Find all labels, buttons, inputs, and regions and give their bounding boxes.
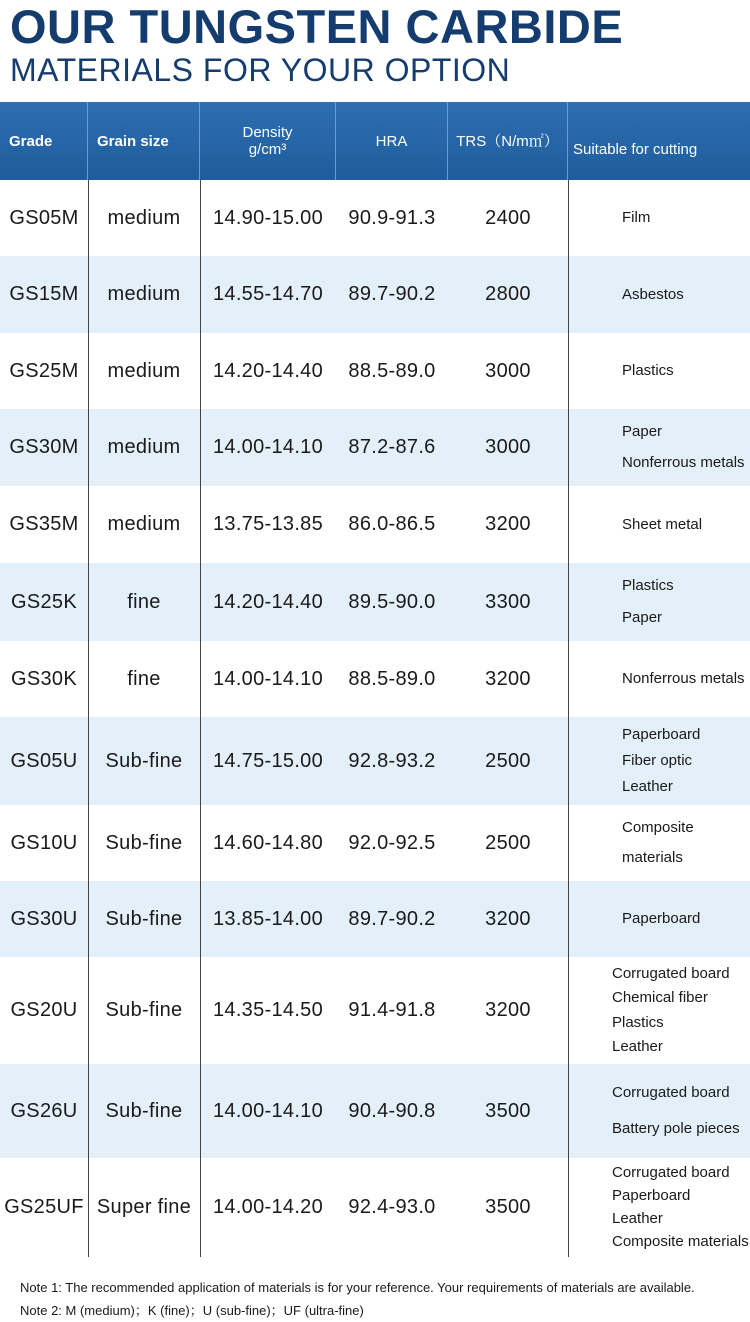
cell-trs: 2400 [485, 206, 531, 229]
column-divider [200, 180, 201, 1257]
suitable-item: Composite [622, 818, 694, 836]
suitable-item: Corrugated board [612, 1083, 730, 1101]
suitable-item: Plastics [622, 362, 674, 379]
header-trs: TRS（N/m㎡） [448, 102, 568, 180]
cell-suitable [622, 805, 748, 881]
cell-hra: 87.2-87.6 [348, 436, 436, 458]
table-row [0, 717, 750, 805]
suitable-item: Battery pole pieces [612, 1120, 740, 1138]
cell-grade: GS30M [9, 436, 79, 458]
suitable-item: Nonferrous metals [622, 454, 745, 471]
cell-grade: GS10U [10, 831, 78, 854]
cell-grade: GS05M [9, 206, 79, 229]
cell-trs: 3200 [485, 907, 531, 930]
header-grade: Grade [0, 102, 88, 180]
cell-grain: medium [107, 283, 181, 305]
cell-trs: 2500 [485, 749, 531, 772]
cell-density: 14.00-14.10 [212, 1099, 324, 1122]
header-density-unit: g/cm³ [248, 141, 287, 158]
cell-grade: GS30K [11, 667, 77, 690]
note-2: Note 2: M (medium)；K (fine)；U (sub-fine)；UF (ultra-fine) [20, 1303, 364, 1318]
cell-hra: 91.4-91.8 [348, 999, 436, 1021]
header-density [200, 102, 336, 180]
cell-hra: 89.5-90.0 [348, 590, 436, 613]
suitable-item: Fiber optic [622, 752, 693, 769]
column-divider [568, 180, 569, 1257]
cell-grade: GS26U [10, 1099, 78, 1122]
cell-hra: 88.5-89.0 [348, 359, 436, 382]
cell-grain: medium [107, 206, 181, 229]
cell-hra: 90.9-91.3 [348, 206, 436, 229]
header-grain-size: Grain size [88, 102, 200, 180]
table-row [0, 256, 750, 333]
cell-suitable [622, 180, 748, 256]
suitable-item: Plastics [622, 577, 674, 595]
cell-suitable [612, 1064, 748, 1158]
cell-hra: 89.7-90.2 [348, 907, 436, 930]
cell-grade: GS15M [9, 283, 79, 305]
cell-grain: medium [107, 359, 181, 382]
cell-trs: 2500 [485, 831, 531, 854]
header-density-label: Density [242, 124, 293, 141]
cell-grain: fine [127, 667, 161, 690]
cell-grain: medium [107, 513, 181, 535]
cell-density: 13.85-14.00 [212, 907, 324, 930]
cell-suitable [622, 641, 748, 717]
suitable-item: Sheet metal [622, 515, 703, 533]
table-header [0, 102, 750, 180]
cell-grain: Sub-fine [105, 1099, 183, 1122]
cell-density: 14.75-15.00 [212, 749, 324, 772]
header-suitable: Suitable for cutting [573, 140, 698, 158]
cell-grade: GS25K [11, 590, 77, 613]
cell-hra: 92.4-93.0 [348, 1196, 436, 1218]
cell-trs: 3200 [485, 667, 531, 690]
cell-suitable [622, 333, 748, 409]
table-row [0, 180, 750, 256]
suitable-item: Paperboard [622, 726, 701, 743]
cell-hra: 86.0-86.5 [348, 513, 436, 535]
cell-grade: GS20U [10, 999, 78, 1021]
cell-suitable [622, 717, 748, 805]
suitable-item: Paper [622, 608, 663, 626]
suitable-item: Chemical fiber [612, 989, 708, 1007]
suitable-item: Film [622, 209, 651, 226]
suitable-item: Corrugated board [612, 1164, 730, 1181]
suitable-item: Corrugated board [612, 964, 730, 982]
cell-density: 14.20-14.40 [212, 590, 324, 613]
cell-suitable [622, 256, 748, 333]
cell-density: 14.00-14.10 [212, 436, 324, 458]
header-hra: HRA [336, 102, 448, 180]
cell-grain: medium [107, 436, 181, 458]
cell-hra: 89.7-90.2 [348, 283, 436, 305]
cell-trs: 3200 [485, 999, 531, 1021]
notes [20, 1276, 695, 1322]
suitable-item: materials [622, 849, 683, 867]
cell-grain: Sub-fine [105, 907, 183, 930]
note-1: Note 1: The recommended application of materials is for your reference. Your requirements of materials are available. [20, 1280, 695, 1295]
table-row [0, 641, 750, 717]
cell-trs: 3300 [485, 590, 531, 613]
cell-density: 14.20-14.40 [212, 359, 324, 382]
page-title: OUR TUNGSTEN CARBIDE [10, 0, 624, 53]
cell-suitable [612, 1158, 748, 1257]
cell-grade: GS30U [10, 907, 78, 930]
cell-grade: GS05U [10, 749, 78, 772]
suitable-item: Paperboard [622, 910, 701, 927]
table-row [0, 409, 750, 486]
suitable-item: Plastics [612, 1013, 664, 1031]
cell-grade: GS25M [9, 359, 79, 382]
table-row [0, 957, 750, 1064]
table-row [0, 333, 750, 409]
cell-trs: 3500 [485, 1099, 531, 1122]
cell-hra: 92.8-93.2 [348, 749, 436, 772]
cell-grain: fine [127, 590, 161, 613]
cell-grain: Sub-fine [105, 999, 183, 1021]
cell-suitable [622, 563, 748, 641]
suitable-item: Leather [622, 778, 673, 795]
cell-suitable [622, 409, 748, 486]
cell-hra: 92.0-92.5 [348, 831, 436, 854]
table-row [0, 881, 750, 957]
column-divider [88, 180, 89, 1257]
cell-hra: 90.4-90.8 [348, 1099, 436, 1122]
table-row [0, 563, 750, 641]
page-subtitle: MATERIALS FOR YOUR OPTION [10, 52, 511, 88]
cell-trs: 3000 [485, 359, 531, 382]
suitable-item: Leather [612, 1038, 663, 1056]
suitable-item: Leather [612, 1210, 663, 1227]
cell-suitable [622, 881, 748, 957]
table-row [0, 805, 750, 881]
cell-grain: Sub-fine [105, 831, 183, 854]
cell-density: 14.35-14.50 [212, 999, 324, 1021]
cell-density: 14.55-14.70 [212, 283, 324, 305]
suitable-item: Composite materials [612, 1233, 749, 1250]
table-row [0, 486, 750, 563]
cell-suitable [622, 486, 748, 563]
cell-density: 14.00-14.20 [212, 1196, 324, 1218]
cell-density: 13.75-13.85 [212, 513, 324, 535]
cell-hra: 88.5-89.0 [348, 667, 436, 690]
cell-grain: Super fine [96, 1196, 192, 1218]
cell-trs: 3000 [485, 436, 531, 458]
cell-trs: 2800 [485, 283, 531, 305]
suitable-item: Paper [622, 423, 663, 440]
table-row [0, 1158, 750, 1257]
cell-density: 14.00-14.10 [212, 667, 324, 690]
cell-grade: GS35M [9, 513, 79, 535]
suitable-item: Paperboard [612, 1187, 691, 1204]
cell-density: 14.90-15.00 [212, 206, 324, 229]
table-row [0, 1064, 750, 1158]
suitable-item: Nonferrous metals [622, 670, 745, 687]
cell-suitable [612, 957, 748, 1064]
suitable-item: Asbestos [622, 285, 684, 303]
cell-trs: 3500 [485, 1196, 531, 1218]
cell-grain: Sub-fine [105, 749, 183, 772]
cell-density: 14.60-14.80 [212, 831, 324, 854]
cell-trs: 3200 [485, 513, 531, 535]
cell-grade: GS25UF [4, 1196, 84, 1218]
